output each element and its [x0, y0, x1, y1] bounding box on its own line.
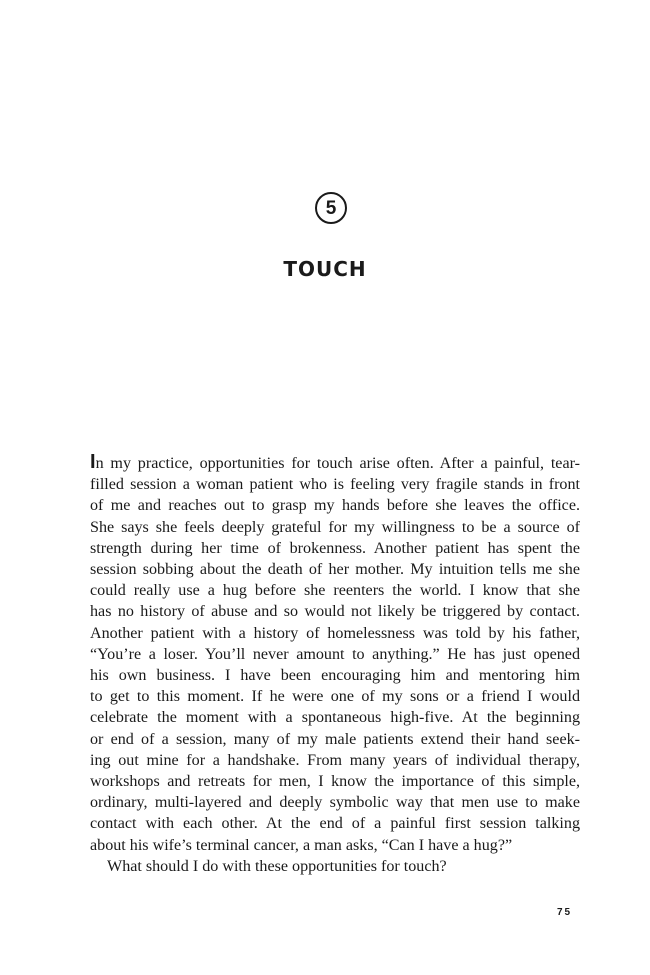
text-line: or end of a session, many of my male patients extend their hand seek-: [90, 730, 580, 748]
body-text: [90, 452, 580, 877]
text-line: filled session a woman patient who is feeling very fragile stands in front: [90, 476, 580, 494]
text-line: workshops and retreats for men, I know the importance of this simple,: [90, 773, 580, 791]
text-line: [90, 452, 580, 474]
chapter-number: 5: [325, 197, 337, 219]
text-line: could really use a hug before she reenters the world. I know that she: [90, 582, 580, 600]
text-line: contact with each other. At the end of a painful first session talking: [90, 815, 580, 833]
text-line: strength during her time of brokenness. Another patient has spent the: [90, 539, 580, 557]
chapter-number-badge: [315, 192, 347, 224]
drop-letter: I: [90, 451, 96, 473]
text-line: “You’re a loser. You’ll never amount to anything.” He has just opened: [90, 645, 580, 663]
text-line: celebrate the moment with a spontaneous high-five. At the beginning: [90, 709, 580, 727]
text-line: of me and reaches out to grasp my hands before she leaves the office.: [90, 497, 580, 515]
text-line: has no history of abuse and so would not likely be triggered by contact.: [90, 603, 580, 621]
closing-line: What should I do with these opportunities for touch?: [107, 857, 447, 875]
text-line: Another patient with a history of homelessness was told by his father,: [90, 624, 580, 642]
text-line: ordinary, multi-layered and deeply symbolic way that men use to make: [90, 794, 580, 812]
text-line: about his wife’s terminal cancer, a man asks, “Can I have a hug?”: [90, 836, 513, 854]
text-line-content: n my practice, opportunities for touch arise often. After a painful, tear-: [95, 455, 580, 472]
text-line: session sobbing about the death of her mother. My intuition tells me she: [90, 561, 580, 579]
page-number: 75: [557, 907, 573, 918]
text-line: his own business. I have been encouraging him and mentoring him: [90, 667, 580, 685]
text-line: ing out mine for a handshake. From many years of individual therapy,: [90, 751, 580, 769]
chapter-title: TOUCH: [283, 257, 367, 281]
text-line: to get to this moment. If he were one of my sons or a friend I would: [90, 688, 580, 706]
text-line: She says she feels deeply grateful for my willingness to be a source of: [90, 518, 580, 536]
